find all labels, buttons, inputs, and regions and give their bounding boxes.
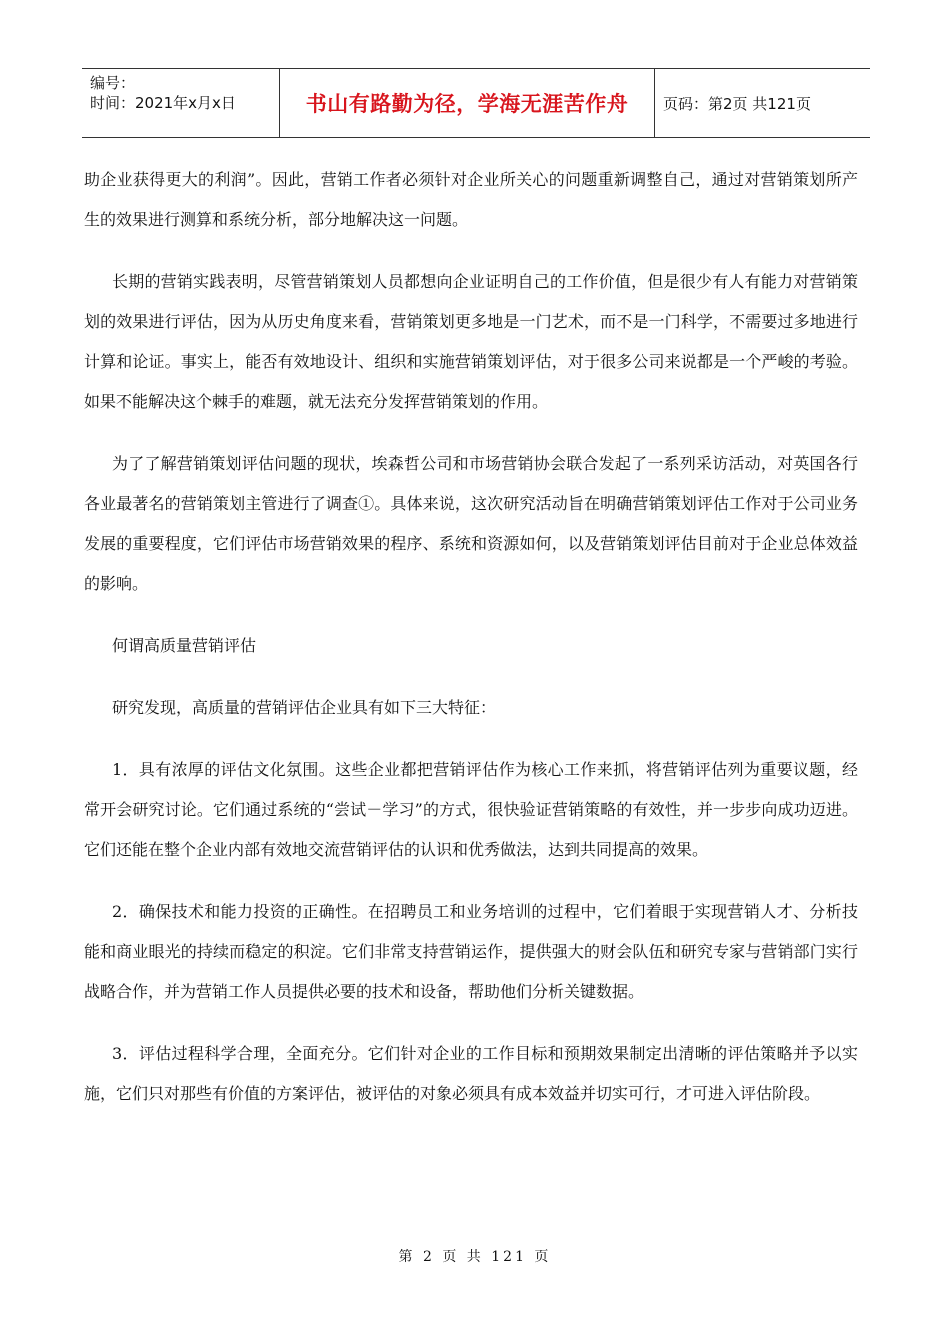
list-item-3: 3．评估过程科学合理，全面充分。它们针对企业的工作目标和预期效果制定出清晰的评估策略并予以实施，它们只对那些有价值的方案评估，被评估的对象必须具有成本效益并切实可行，才可进入评估阶段。 bbox=[84, 1044, 858, 1103]
header-meta-cell bbox=[82, 69, 280, 137]
header-motto-cell bbox=[280, 69, 655, 137]
header-page-info: 页码：第2页 共121页 bbox=[663, 94, 811, 113]
paragraph-findings-intro: 研究发现，高质量的营销评估企业具有如下三大特征： bbox=[112, 698, 497, 717]
paragraph-practice: 长期的营销实践表明，尽管营销策划人员都想向企业证明自己的工作价值，但是很少有人有能力对营销策划的效果进行评估，因为从历史角度来看，营销策划更多地是一门艺术，而不是一门科学，不需要过多地进行计算和论证。事实上，能否有效地设计、组织和实施营销策划评估，对于很多公司来说都是一个严峻的考验。如果不能解决这个棘手的难题，就无法充分发挥营销策划的作用。 bbox=[84, 272, 858, 411]
body-content bbox=[84, 160, 858, 1114]
paragraph-survey: 为了了解营销策划评估问题的现状，埃森哲公司和市场营销协会联合发起了一系列采访活动，对英国各行各业最著名的营销策划主管进行了调查①。具体来说，这次研究活动旨在明确营销策划评估工作对于公司业务发展的重要程度，它们评估市场营销效果的程序、系统和资源如何，以及营销策划评估目前对于企业总体效益的影响。 bbox=[84, 454, 858, 593]
section-heading: 何谓高质量营销评估 bbox=[112, 636, 257, 655]
paragraph-continuation: 助企业获得更大的利润”。因此，营销工作者必须针对企业所关心的问题重新调整自己，通过对营销策划所产生的效果进行测算和系统分析，部分地解决这一问题。 bbox=[84, 170, 858, 229]
page-footer: 第 2 页 共 121 页 bbox=[398, 1249, 552, 1265]
header-motto: 书山有路勤为径，学海无涯苦作舟 bbox=[305, 92, 629, 116]
page-header bbox=[82, 68, 870, 138]
list-item-2: 2．确保技术和能力投资的正确性。在招聘员工和业务培训的过程中，它们着眼于实现营销人才、分析技能和商业眼光的持续而稳定的积淀。它们非常支持营销运作，提供强大的财会队伍和研究专家与营销部门实行战略合作，并为营销工作人员提供必要的技术和设备，帮助他们分析关键数据。 bbox=[84, 902, 858, 1001]
header-page-cell bbox=[655, 69, 870, 137]
document-number-label: 编号： bbox=[90, 74, 136, 92]
document-date: 时间：2021年x月x日 bbox=[90, 94, 236, 112]
list-item-1: 1．具有浓厚的评估文化氛围。这些企业都把营销评估作为核心工作来抓，将营销评估列为重要议题，经常开会研究讨论。它们通过系统的“尝试－学习”的方式，很快验证营销策略的有效性，并一步步向成功迈进。它们还能在整个企业内部有效地交流营销评估的认识和优秀做法，达到共同提高的效果。 bbox=[84, 760, 858, 859]
